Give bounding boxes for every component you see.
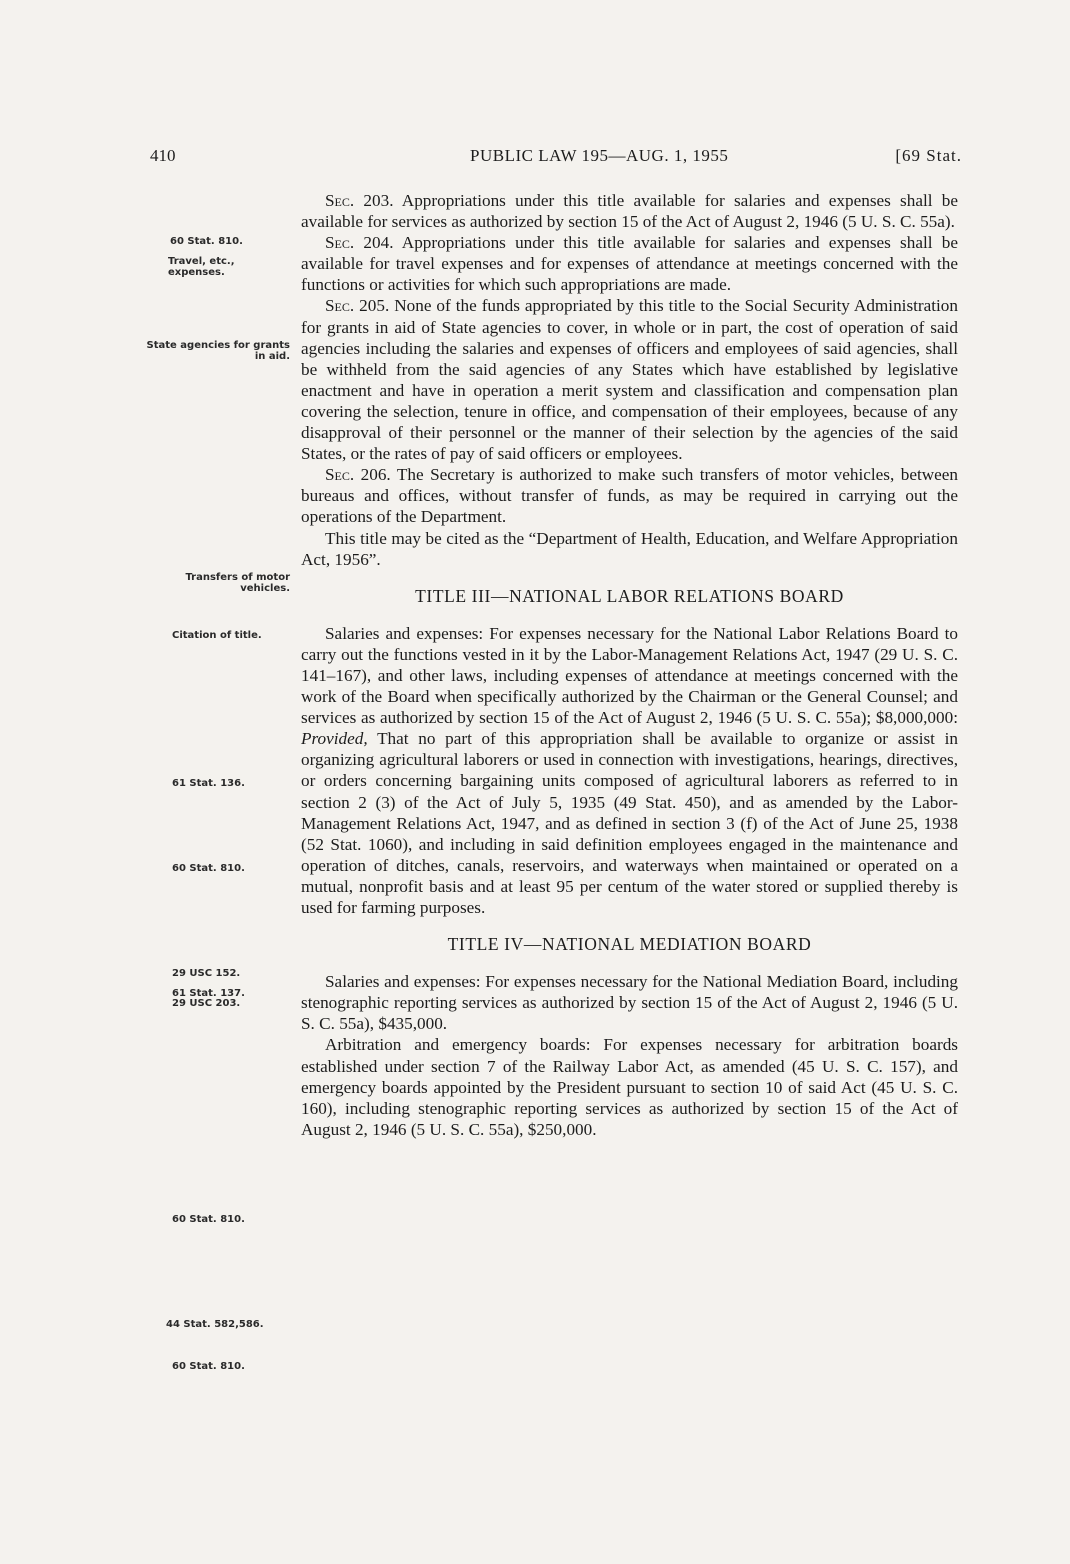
margin-note: Travel, etc., expenses. bbox=[168, 256, 235, 278]
page-number: 410 bbox=[150, 146, 176, 165]
nmb-salaries-paragraph: Salaries and expenses: For expenses necessary for the National Mediation Board, including stenographic reporting services as authorized by section 15 of the Act of August 2, 1946 (5 U. S. C. 55a), $435,000. bbox=[301, 972, 958, 1034]
margin-note: 61 Stat. 136. bbox=[172, 778, 245, 789]
section-label: Sec. 206. bbox=[325, 465, 391, 485]
section-label: Sec. 203. bbox=[325, 191, 394, 210]
margin-note: 60 Stat. 810. bbox=[170, 236, 243, 247]
running-title: PUBLIC LAW 195—AUG. 1, 1955 bbox=[470, 146, 729, 165]
margin-note: 60 Stat. 810. bbox=[172, 1214, 245, 1225]
section-label: Sec. 204. bbox=[325, 233, 394, 253]
section-203 bbox=[301, 190, 958, 232]
section-206 bbox=[301, 464, 958, 527]
citation-paragraph: This title may be cited as the “Department of Health, Education, and Welfare Appropriation Act, 1956”. bbox=[301, 528, 958, 569]
section-204 bbox=[301, 232, 958, 295]
margin-note: 29 USC 203. bbox=[172, 998, 241, 1009]
nlrb-salaries-paragraph bbox=[301, 623, 958, 918]
section-205 bbox=[301, 295, 958, 464]
margin-note: 44 Stat. 582,586. bbox=[166, 1319, 264, 1330]
margin-note: 60 Stat. 810. bbox=[172, 863, 245, 874]
section-text: None of the funds appropriated by this title to the Social Security Administration for grants in aid of State agencies to cover, in whole or in part, the cost of operation of said agencies including the salaries and expenses of officers and employees of said agencies, shall be withheld from the said agencies of any States which have established by legislative enactment and have in operation a merit system and classification and compensation plan covering the selection, tenure in office, and compensation of their employees, because of any disapproval of their personnel or the manner of their selection by the agencies of the said States, or the rates of pay of said officers or employees. bbox=[301, 296, 958, 464]
section-text: Appropriations under this title available for salaries and expenses shall be available for travel expenses and for expenses of attendance at meetings concerned with the functions or activities for which such appropriations are made. bbox=[301, 233, 958, 295]
title-iii-heading: TITLE III—NATIONAL LABOR RELATIONS BOARD bbox=[415, 585, 844, 606]
margin-note: Transfers of motor vehicles. bbox=[185, 572, 290, 594]
margin-note: State agencies for grants in aid. bbox=[146, 340, 290, 362]
proviso-word: Provided, bbox=[301, 729, 368, 749]
margin-note: 61 Stat. 137. bbox=[172, 988, 245, 999]
body-text bbox=[301, 190, 958, 1140]
section-text: The Secretary is authorized to make such transfers of motor vehicles, between bureaus and offices, without transfer of funds, as may be required in carrying out the operations of the Department. bbox=[301, 465, 958, 527]
margin-note: 60 Stat. 810. bbox=[172, 1361, 245, 1372]
title-iv-heading: TITLE IV—NATIONAL MEDIATION BOARD bbox=[447, 934, 812, 955]
section-label: Sec. 205. bbox=[325, 296, 390, 316]
section-text: Appropriations under this title available for salaries and expenses shall be available for services as authorized by section 15 of the Act of August 2, 1946 (5 U. S. C. 55a). bbox=[301, 191, 958, 232]
statute-reference: [69 Stat. bbox=[895, 146, 962, 165]
margin-note: 29 USC 152. bbox=[172, 968, 241, 979]
paragraph-text: That no part of this appropriation shall be available to organize or assist in organizing agricultural laborers or used in connection with investigations, hearings, directives, or orders concerning bargaining units composed of agricultural laborers as referred to in section 2 (3) of the Act of July 5, 1935 (49 Stat. 450), and as amended by the Labor-Management Relations Act, 1947, and as defined in section 3 (f) of the Act of June 25, 1938 (52 Stat. 1060), and including in said definition employees engaged in the maintenance and operation of ditches, canals, reservoirs, and waterways when maintained or operated on a mutual, nonprofit basis and at least 95 per centum of the water stored or supplied thereby is used for farming purposes. bbox=[301, 729, 959, 917]
page-header bbox=[150, 146, 962, 170]
paragraph-text: Salaries and expenses: For expenses necessary for the National Labor Relations Board to carry out the functions vested in it by the Labor-Management Relations Act, 1947 (29 U. S. C. 141–167), and other laws, including expenses of attendance at meetings concerned with the work of the Board when specifically authorized by the Chairman or the General Counsel; and services as authorized by section 15 of the Act of August 2, 1946 (5 U. S. C. 55a); $8,000,000: bbox=[301, 623, 958, 728]
margin-note: Citation of title. bbox=[172, 630, 262, 641]
arbitration-paragraph: Arbitration and emergency boards: For expenses necessary for arbitration boards established under section 7 of the Railway Labor Act, as amended (45 U. S. C. 157), and emergency boards appointed by the President pursuant to section 10 of said Act (45 U. S. C. 160), including stenographic reporting services as authorized by section 15 of the Act of August 2, 1946 (5 U. S. C. 55a), $250,000. bbox=[301, 1035, 958, 1139]
